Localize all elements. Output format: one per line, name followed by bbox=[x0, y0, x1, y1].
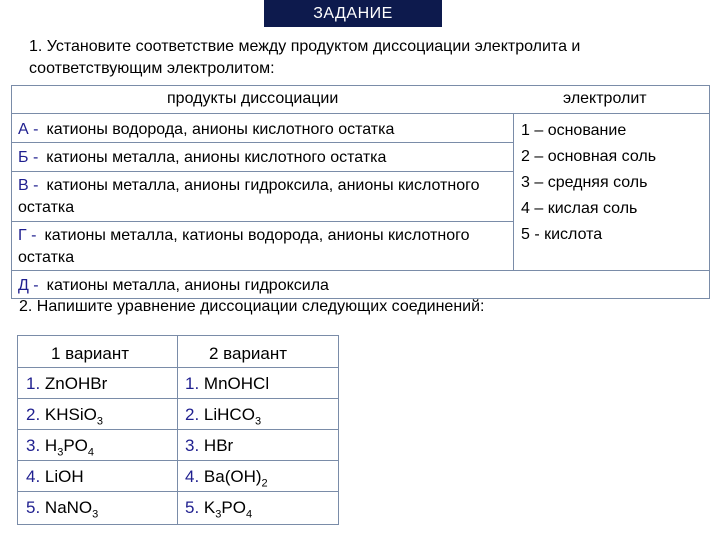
compound-cell: 2. LiHCO$_3$ bbox=[185, 405, 262, 428]
products-header: продукты диссоциации bbox=[167, 90, 339, 107]
table-divider bbox=[18, 367, 338, 368]
compound-cell: 1. MnOHCl bbox=[185, 374, 270, 393]
product-letter: А - bbox=[18, 121, 39, 138]
compound-cell: 4. LiOH bbox=[26, 467, 84, 486]
electrolyte-item: 1 – основание bbox=[521, 122, 627, 139]
product-text: катионы металла, анионы кислотного остатка bbox=[46, 149, 387, 166]
product-row bbox=[18, 175, 498, 219]
compound-cell: 3. HBr bbox=[185, 436, 234, 455]
compound-cell: 1. ZnOHBr bbox=[26, 374, 108, 393]
product-letter: Г - bbox=[18, 227, 37, 244]
table-divider bbox=[12, 171, 513, 172]
variant-1-header: 1 вариант bbox=[51, 344, 130, 363]
table-divider bbox=[12, 270, 709, 271]
product-text: катионы металла, катионы водорода, анионы кислотного остатка bbox=[18, 227, 470, 266]
product-text: катионы металла, анионы гидроксила, анионы кислотного остатка bbox=[18, 177, 480, 216]
compound-cell: 5. NaNO$_3$ bbox=[26, 498, 99, 521]
electrolyte-header: электролит bbox=[563, 90, 647, 107]
product-text: катионы металла, анионы гидроксила bbox=[46, 277, 329, 294]
electrolyte-item: 4 – кислая соль bbox=[521, 200, 638, 217]
table-divider bbox=[18, 398, 338, 399]
product-letter: В - bbox=[18, 177, 39, 194]
table-divider bbox=[18, 460, 338, 461]
product-row bbox=[18, 147, 498, 169]
task-1-text: 1. Установите соответствие между продуктом диссоциации электролита и соответствующим электролитом: bbox=[29, 38, 581, 77]
electrolyte-item: 5 - кислота bbox=[521, 226, 603, 243]
table-divider bbox=[18, 429, 338, 430]
compound-cell: 2. KHSiO$_3$ bbox=[26, 405, 104, 428]
column-divider bbox=[513, 113, 514, 270]
product-letter: Б - bbox=[18, 149, 39, 166]
product-row bbox=[18, 275, 498, 297]
matching-table bbox=[11, 85, 710, 299]
electrolyte-item: 2 – основная соль bbox=[521, 148, 657, 165]
table-divider bbox=[12, 221, 513, 222]
compound-cell: 3. $H_3PO_4$ bbox=[26, 436, 95, 459]
product-row bbox=[18, 225, 498, 269]
column-divider bbox=[177, 336, 178, 524]
table-divider bbox=[18, 491, 338, 492]
table-divider bbox=[12, 113, 709, 114]
electrolyte-list bbox=[521, 118, 656, 248]
product-row bbox=[18, 119, 498, 141]
variants-table bbox=[17, 335, 339, 525]
compound-cell: 5. $K_3PO_4$ bbox=[185, 498, 253, 521]
electrolyte-item: 3 – средняя соль bbox=[521, 174, 648, 191]
table-divider bbox=[12, 142, 513, 143]
title-banner: ЗАДАНИЕ bbox=[264, 0, 442, 27]
product-text: катионы водорода, анионы кислотного остатка bbox=[46, 121, 395, 138]
variant-2-header: 2 вариант bbox=[209, 344, 288, 363]
task-2-text: 2. Напишите уравнение диссоциации следующих соединений: bbox=[19, 298, 485, 315]
product-letter: Д - bbox=[18, 277, 39, 294]
compound-cell: 4. $Ba(OH)_2$ bbox=[185, 467, 268, 490]
